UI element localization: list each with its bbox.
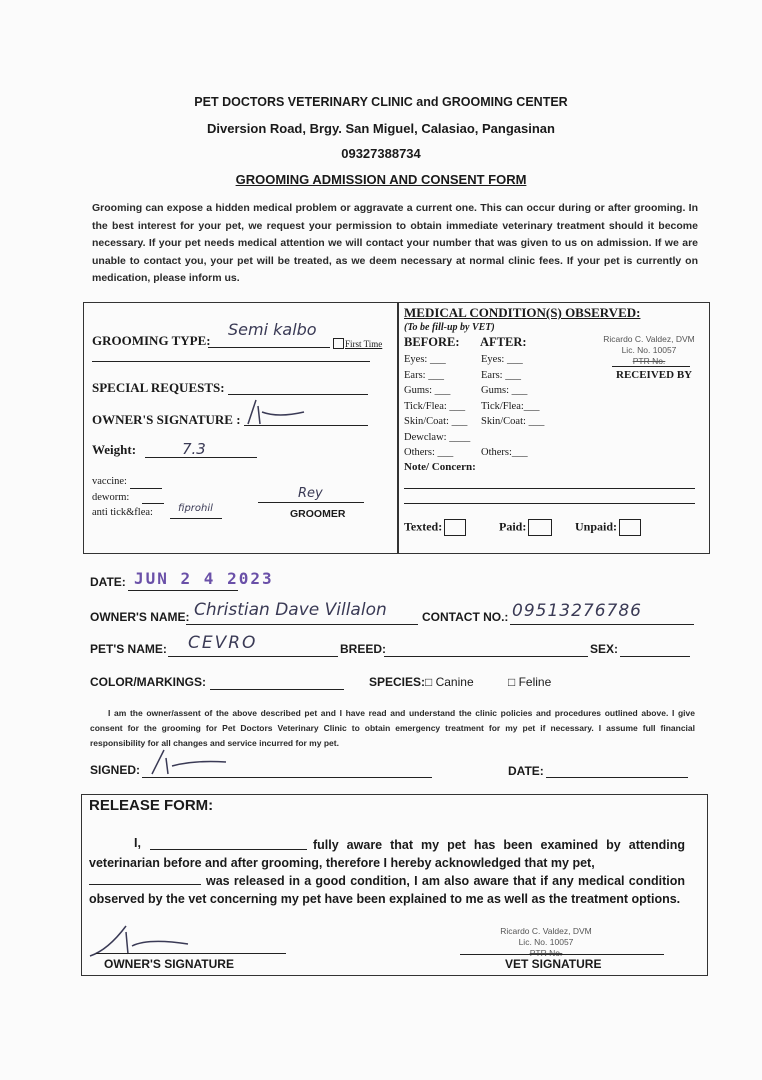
owner-signature-label: OWNER'S SIGNATURE : xyxy=(92,412,241,427)
owner-name-label: OWNER'S NAME: xyxy=(90,610,190,624)
date-stamp: JUN 2 4 2023 xyxy=(134,569,274,588)
anti-tick-value[interactable]: fiprohil xyxy=(178,503,213,514)
groomer-label: GROOMER xyxy=(290,508,346,520)
form-title: GROOMING ADMISSION AND CONSENT FORM xyxy=(235,172,527,187)
color-label: COLOR/MARKINGS: xyxy=(90,675,206,689)
vet-stamp-release: Ricardo C. Valdez, DVM Lic. No. 10057 PTR No. xyxy=(500,926,592,958)
owner-name-value[interactable]: Christian Dave Villalon xyxy=(194,600,387,620)
anti-tick-label: anti tick&flea: xyxy=(92,507,153,518)
owner-signature-caption: OWNER'S SIGNATURE xyxy=(104,957,234,971)
pet-name-label: PET'S NAME: xyxy=(90,642,167,656)
medical-title: MEDICAL CONDITION(S) OBSERVED: xyxy=(404,305,641,320)
release-text-3: was released in a good condition, I am also aware that if any medical condition observed by the vet concerning my pet have been explained to me as well as the treatment options. xyxy=(89,874,685,906)
vet-stamp-top: Ricardo C. Valdez, DVM Lic. No. 10057 PTR No. xyxy=(603,334,695,366)
paid-field[interactable]: Paid: xyxy=(499,519,552,536)
consent-paragraph: I am the owner/assent of the above described pet and I have read and understand the clinic policies and procedures outlined above. I give consent for the grooming for Pet Doctors Veterinary Clinic to obtain emergency treatment for my pet if necessary. I assume full financial responsibility for all changes and service incurred for my pet. xyxy=(90,708,695,748)
release-title: RELEASE FORM: xyxy=(89,797,214,814)
pet-name-value[interactable]: CEVRO xyxy=(188,633,258,653)
vaccine-label: vaccine: xyxy=(92,476,127,487)
sex-label: SEX: xyxy=(590,642,619,656)
unpaid-field[interactable]: Unpaid: xyxy=(575,519,641,536)
first-time-checkbox[interactable] xyxy=(333,338,344,349)
date-label: DATE: xyxy=(90,575,126,589)
first-time-label: First Time xyxy=(345,339,383,349)
before-label: BEFORE: xyxy=(404,335,460,349)
after-label: AFTER: xyxy=(480,335,527,349)
texted-field[interactable]: Texted: xyxy=(404,519,466,536)
species-feline[interactable]: □ Feline xyxy=(508,675,552,689)
before-list: Eyes: ___ Ears: ___ Gums: ___ Tick/Flea: ___ Skin/Coat: ___ Dewclaw: ____ Others: ___ xyxy=(404,354,471,458)
clinic-phone: 09327388734 xyxy=(341,146,421,161)
signed-date-label: DATE: xyxy=(508,764,544,778)
release-owner-signature-drawing xyxy=(88,920,208,960)
clinic-name: PET DOCTORS VETERINARY CLINIC and GROOMING CENTER xyxy=(194,95,568,109)
weight-label: Weight: xyxy=(92,442,137,457)
breed-label: BREED: xyxy=(340,642,387,656)
weight-value[interactable]: 7.3 xyxy=(182,440,206,458)
note-label: Note/ Concern: xyxy=(404,461,476,473)
contact-label: CONTACT NO.: xyxy=(422,610,509,624)
groomer-name[interactable]: Rey xyxy=(298,486,323,501)
release-text-1: I, xyxy=(134,836,141,850)
intro-paragraph: Grooming can expose a hidden medical problem or aggravate a current one. This can occur during or after grooming. In the best interest for your pet, we request your permission to obtain immediate veterinary treatment should it become necessary. If your pet needs medical attention we will contact your number that was given to us on admission. If we are unable to contact you, your pet will be treated, as we deem necessary at normal clinic fees. If your pet is currently on medication, please inform us. xyxy=(92,202,698,284)
species-label: SPECIES: xyxy=(369,675,426,689)
clinic-address: Diversion Road, Brgy. San Miguel, Calasiao, Pangasinan xyxy=(207,121,555,136)
grooming-type-value[interactable]: Semi kalbo xyxy=(228,320,317,339)
owner-signature-drawing xyxy=(244,396,314,428)
special-requests-label: SPECIAL REQUESTS: xyxy=(92,380,225,395)
deworm-label: deworm: xyxy=(92,492,130,503)
grooming-type-label: GROOMING TYPE: xyxy=(92,333,211,348)
medical-subtitle: (To be fill-up by VET) xyxy=(404,322,495,333)
species-canine[interactable]: □ Canine xyxy=(425,675,474,689)
received-by-label: RECEIVED BY xyxy=(616,369,693,381)
signed-label: SIGNED: xyxy=(90,763,141,777)
after-list: Eyes: ___ Ears: ___ Gums: ___ Tick/Flea:___ Skin/Coat: ___ Others:___ xyxy=(481,354,545,458)
vet-signature-caption: VET SIGNATURE xyxy=(505,957,602,971)
contact-value[interactable]: 09513276786 xyxy=(512,601,642,621)
release-text-2: fully aware that my pet has been examined by attending veterinarian before and after grooming, therefore I hereby acknowledged that my pet, xyxy=(89,838,685,870)
signed-signature-drawing xyxy=(146,746,236,778)
